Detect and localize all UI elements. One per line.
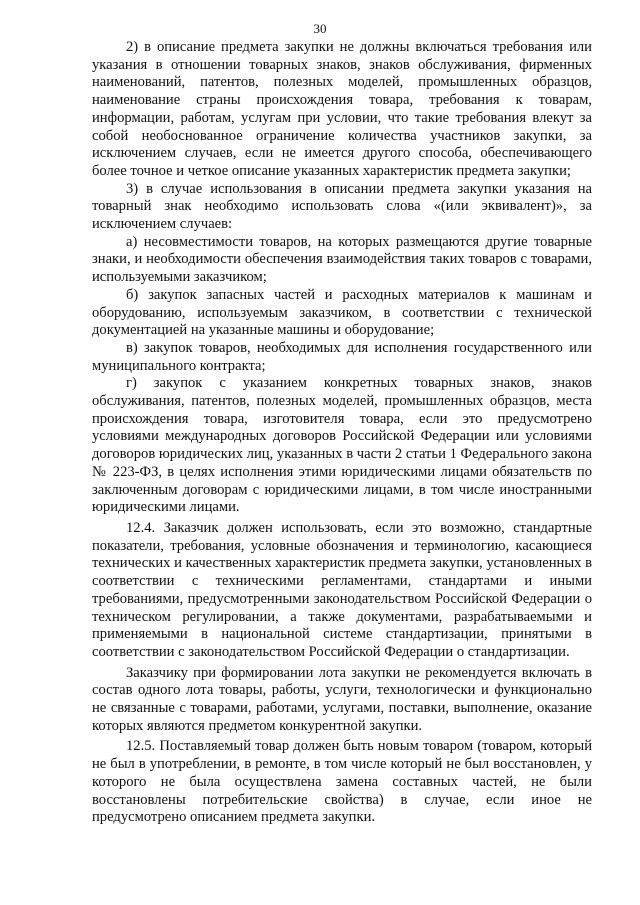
paragraph-item-2: 2) в описание предмета закупки не должны включаться требования или указания в отношении товарных знаков, знаков обслуживания, фирменных наименований, патентов, полезных моделей, промышленных образцов, наименование страны происхождения товара, требования к товарам, информации, работам, услугам при условии, что такие требования влекут за собой необоснованное ограничение количества участников закупки, за исключением случаев, если не имеется другого способа, обеспечивающего более точное и четкое описание указанных характеристик предмета закупки; bbox=[92, 39, 592, 179]
paragraph-item-3: 3) в случае использования в описании предмета закупки указания на товарный знак необходимо использовать слова «(или эквивалент)», за исключением случаев: bbox=[92, 180, 592, 233]
document-body bbox=[92, 39, 592, 827]
paragraph-subitem-b: б) закупок запасных частей и расходных материалов к машинам и оборудованию, используемым заказчиком, в соответствии с технической документацией на указанные машины и оборудование; bbox=[92, 286, 592, 339]
paragraph-12-4: 12.4. Заказчик должен использовать, если это возможно, стандартные показатели, требования, условные обозначения и терминологию, касающиеся технических и качественных характеристик предмета закупки, установленных в соответствии с техническими регламентами, стандартами и иными требованиями, предусмотренными законодательством Российской Федерации о техническом регулировании, а также документами, разрабатываемыми и применяемыми в национальной системе стандартизации, принятыми в соответствии с законодательством Российской Федерации о стандартизации. bbox=[92, 519, 592, 660]
paragraph-subitem-a: а) несовместимости товаров, на которых размещаются другие товарные знаки, и необходимости обеспечения взаимодействия таких товаров с товарами, используемыми заказчиком; bbox=[92, 233, 592, 286]
paragraph-subitem-g: г) закупок с указанием конкретных товарных знаков, знаков обслуживания, патентов, полезных моделей, промышленных образцов, места происхождения товара, изготовителя товара, если это предусмотрено условиями международных договоров Российской Федерации или условиями договоров юридических лиц, указанных в части 2 статьи 1 Федерального закона № 223-ФЗ, в целях исполнения этими юридическими лицами обязательств по заключенным договорам с юридическими лицами, в том числе иностранными юридическими лицами. bbox=[92, 375, 592, 516]
page-number: 30 bbox=[313, 21, 327, 36]
paragraph-12-5: 12.5. Поставляемый товар должен быть новым товаром (товаром, который не был в употреблении, в ремонте, в том числе который не был восстановлен, у которого не была осуществлена замена составных частей, не были восстановлены потребительские свойства) в случае, если иное не предусмотрено описанием предмета закупки. bbox=[92, 738, 592, 826]
paragraph-lot-formation: Заказчику при формировании лота закупки не рекомендуется включать в состав одного лота товары, работы, услуги, технологически и функционально не связанные с товарами, работами, услугами, поставки, выполнение, оказание которых являются предметом конкурентной закупки. bbox=[92, 664, 592, 734]
paragraph-subitem-v: в) закупок товаров, необходимых для исполнения государственного или муниципального контракта; bbox=[92, 339, 592, 374]
